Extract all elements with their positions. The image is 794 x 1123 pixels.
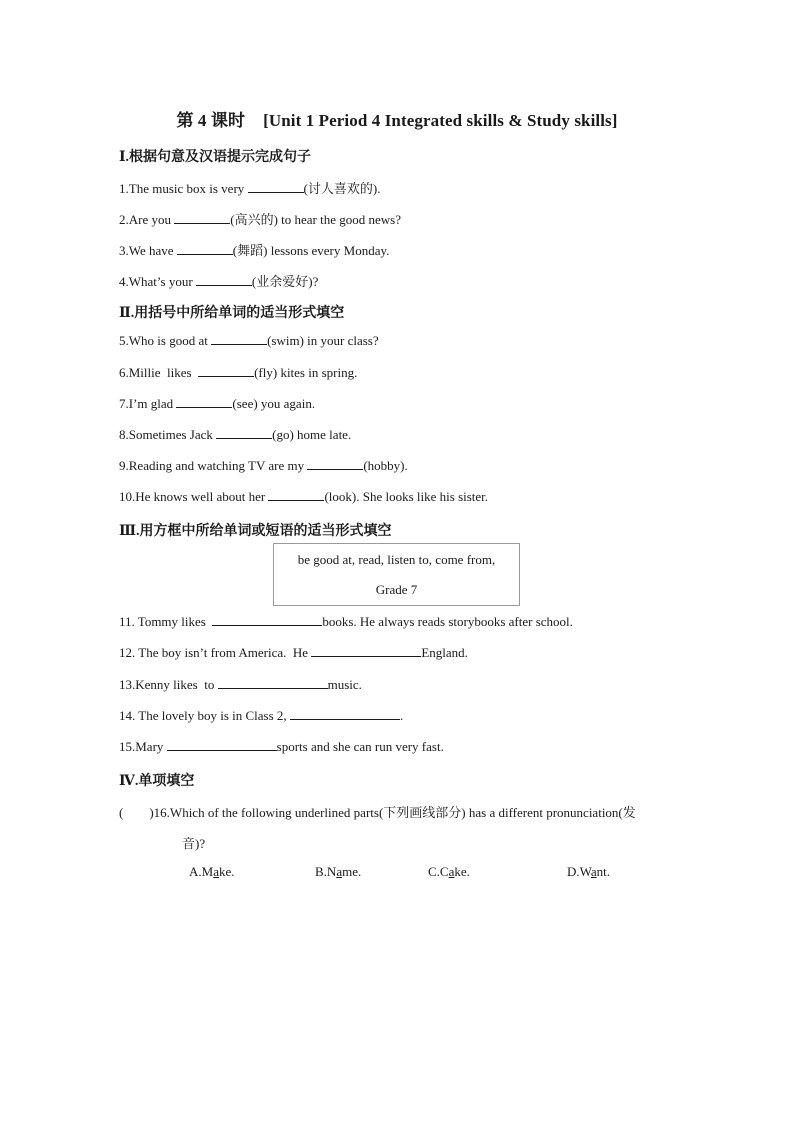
answer-blank[interactable] <box>212 614 322 626</box>
question-11: 11. Tommy likes books. He always reads storybooks after school. <box>119 614 573 629</box>
question-15: 15.Mary sports and she can run very fast. <box>119 739 444 754</box>
answer-blank[interactable] <box>248 181 304 193</box>
answer-blank[interactable] <box>218 677 328 689</box>
question-12: 12. The boy isn’t from America. He England. <box>119 645 468 660</box>
section-heading-1: Ⅰ.根据句意及汉语提示完成句子 <box>119 150 312 165</box>
answer-blank[interactable] <box>176 396 232 408</box>
question-10: 10.He knows well about her (look). She looks like his sister. <box>119 489 489 504</box>
option-d[interactable]: D.Want. <box>567 864 611 879</box>
question-8: 8.Sometimes Jack (go) home late. <box>119 427 352 442</box>
answer-blank[interactable] <box>211 333 267 345</box>
page-title <box>0 106 794 131</box>
word-box-line-1: be good at, read, listen to, come from, <box>297 552 496 567</box>
section-heading-2: Ⅱ.用括号中所给单词的适当形式填空 <box>119 306 345 321</box>
question-9: 9.Reading and watching TV are my (hobby). <box>119 458 408 473</box>
question-13: 13.Kenny likes to music. <box>119 677 362 692</box>
unit-title: [Unit 1 Period 4 Integrated skills & Study skills] <box>263 111 618 130</box>
question-6: 6.Millie likes (fly) kites in spring. <box>119 365 358 380</box>
answer-blank[interactable] <box>174 212 230 224</box>
question-5: 5.Who is good at (swim) in your class? <box>119 333 379 348</box>
answer-blank[interactable] <box>290 708 400 720</box>
answer-blank[interactable] <box>177 243 233 255</box>
question-3: 3.We have (舞蹈) lessons every Monday. <box>119 243 390 258</box>
word-box-line-2: Grade 7 <box>375 582 418 597</box>
lesson-number: 第 4 课时 <box>176 111 246 130</box>
section-heading-4: Ⅳ.单项填空 <box>119 774 195 789</box>
question-16: ( )16.Which of the following underlined parts(下列画线部分) has a different pronunciation(发 <box>119 805 636 820</box>
answer-blank[interactable] <box>311 645 421 657</box>
answer-blank[interactable] <box>307 458 363 470</box>
option-a[interactable]: A.Make. <box>189 864 235 879</box>
question-7: 7.I’m glad (see) you again. <box>119 396 316 411</box>
question-16-continued: 音)? <box>182 836 206 851</box>
question-1: 1.The music box is very (讨人喜欢的). <box>119 181 381 196</box>
option-b[interactable]: B.Name. <box>315 864 362 879</box>
question-14: 14. The lovely boy is in Class 2, . <box>119 708 404 723</box>
answer-blank[interactable] <box>196 274 252 286</box>
answer-blank[interactable] <box>167 739 277 751</box>
section-heading-3: Ⅲ.用方框中所给单词或短语的适当形式填空 <box>119 524 392 539</box>
word-box <box>273 543 520 606</box>
answer-paren[interactable]: ( ) <box>119 805 154 820</box>
option-c[interactable]: C.Cake. <box>428 864 470 879</box>
answer-blank[interactable] <box>268 489 324 501</box>
question-2: 2.Are you (高兴的) to hear the good news? <box>119 212 402 227</box>
answer-blank[interactable] <box>198 365 254 377</box>
answer-blank[interactable] <box>216 427 272 439</box>
question-4: 4.What’s your (业余爱好)? <box>119 274 319 289</box>
